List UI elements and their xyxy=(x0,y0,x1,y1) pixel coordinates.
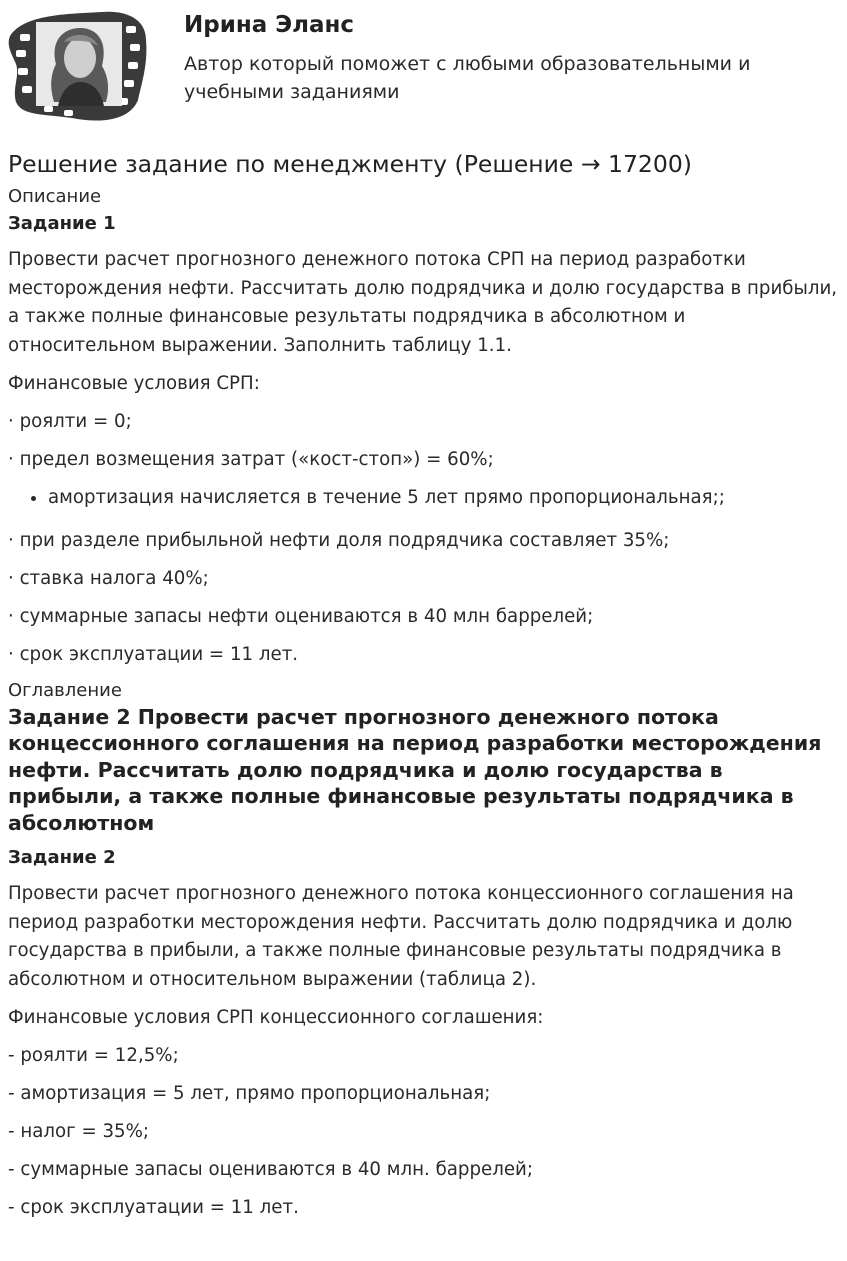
task2-condition: - суммарные запасы оцениваются в 40 млн. баррелей; xyxy=(8,1159,533,1181)
task1-condition: · ставка налога 40%; xyxy=(8,567,209,589)
task1-bullet-list xyxy=(8,484,838,513)
task2-condition: - амортизация = 5 лет, прямо пропорциональная; xyxy=(8,1083,491,1105)
task2-heading: Задание 2 xyxy=(8,847,116,869)
description-label: Описание xyxy=(8,186,102,207)
task2-conditions-title: Финансовые условия СРП концессионного соглашения: xyxy=(8,1007,544,1028)
task1-intro: Провести расчет прогнозного денежного потока СРП на период разработки месторождения нефти. Рассчитать долю подрядчика и долю государства в прибыли, а также полные финансовые результаты подрядчика в абсолютном и относительном выражении. Заполнить таблицу 1.1. xyxy=(8,249,838,356)
author-name[interactable]: Ирина Эланс xyxy=(184,12,355,38)
task1-condition: · срок эксплуатации = 11 лет. xyxy=(8,644,299,666)
task1-bullet-item: • амортизация начисляется в течение 5 лет прямо пропорциональная;; xyxy=(48,484,838,513)
task2-condition: - срок эксплуатации = 11 лет. xyxy=(8,1197,299,1219)
author-description: Автор который поможет с любыми образовательными и учебными заданиями xyxy=(184,53,751,103)
task1-condition: · суммарные запасы нефти оцениваются в 40 млн баррелей; xyxy=(8,605,594,627)
author-card xyxy=(0,0,847,135)
author-avatar[interactable] xyxy=(6,6,152,128)
task2-condition: - налог = 35%; xyxy=(8,1121,150,1143)
toc-link-task2[interactable]: Задание 2 Провести расчет прогнозного денежного потока концессионного соглашения на период разработки месторождения нефти. Рассчитать долю подрядчика и долю государства в прибыли, а также полные финансовые результаты подрядчика в абсолютном xyxy=(8,704,822,835)
task1-condition: · предел возмещения затрат («кост-стоп») = 60%; xyxy=(8,449,494,471)
main-content xyxy=(8,146,838,1223)
task1-condition: · при разделе прибыльной нефти доля подрядчика составляет 35%; xyxy=(8,529,670,551)
photo-person xyxy=(36,22,122,106)
page-title: Решение задание по менеджменту (Решение → 17200) xyxy=(8,150,692,178)
task1-conditions-title: Финансовые условия СРП: xyxy=(8,372,260,394)
task1-condition: · роялти = 0; xyxy=(8,410,132,432)
toc-label: Оглавление xyxy=(8,679,122,701)
task1-heading: Задание 1 xyxy=(8,213,116,234)
task2-intro: Провести расчет прогнозного денежного потока концессионного соглашения на период разработки месторождения нефти. Рассчитать долю подрядчика и долю государства в прибыли, а также полные финансовые результаты подрядчика в абсолютном и относительном выражении (таблица 2). xyxy=(8,883,794,990)
task2-condition: - роялти = 12,5%; xyxy=(8,1045,179,1067)
